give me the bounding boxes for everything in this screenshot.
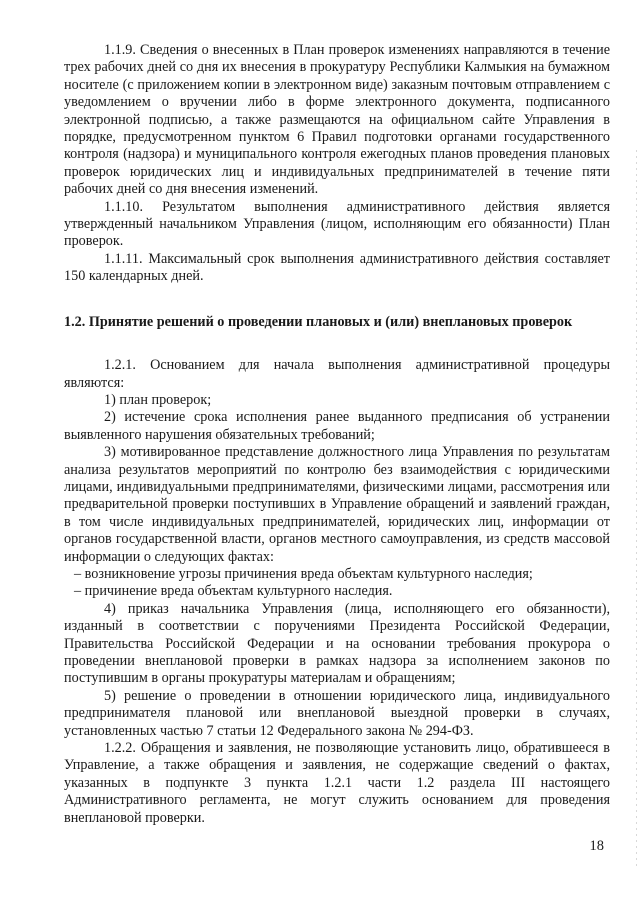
paragraph-1-2-1: 1.2.1. Основанием для начала выполнения административной процедуры являются: xyxy=(64,357,610,391)
list-item-1: 1) план проверок; xyxy=(104,391,212,408)
page-number: 18 xyxy=(589,838,604,854)
dash-list-item: – причинение вреда объектам культурного наследия. xyxy=(74,583,393,600)
paragraph-1-1-11: 1.1.11. Максимальный срок выполнения административного действия составляет 150 календарных дней. xyxy=(64,250,610,285)
list-item-2: 2) истечение срока исполнения ранее выданного предписания об устранении выявленного нарушения обязательных требований; xyxy=(64,409,610,443)
dash-list-item: – возникновение угрозы причинения вреда объектам культурного наследия; xyxy=(74,565,533,582)
paragraph-1-1-10: 1.1.10. Результатом выполнения административного действия является утвержденный начальником Управления (лицом, исполняющим его обязанности) План проверок. xyxy=(64,198,610,250)
scan-edge-artifact xyxy=(636,150,637,870)
paragraph-1-2-2: 1.2.2. Обращения и заявления, не позволяющие установить лицо, обратившееся в Управление, а также обращения и заявления, не содержащие сведений о фактах, указанных в подпункте 3 пункта 1.2.1 части 1.2 раздела III настоящего Административного регламента, не могут служить основанием для проведения внеплановой проверки. xyxy=(64,740,610,826)
paragraph-1-1-9: 1.1.9. Сведения о внесенных в План проверок изменениях направляются в течение трех рабочих дней со дня их внесения в прокуратуру Республики Калмыкия на бумажном носителе (с приложением копии в электронном виде) заказным почтовым отправлением с уведомлением о вручении либо в форме электронного документа, подписанного электронной подписью, а также размещаются на официальном сайте Управления в порядке, предусмотренном пунктом 6 Правил подготовки органами государственного контроля (надзора) и муниципального контроля ежегодных планов проведения плановых проверок юридических лиц и индивидуальных предпринимателей в течение пяти рабочих дней со дня внесения изменений. xyxy=(64,42,610,198)
list-item-3: 3) мотивированное представление должностного лица Управления по результатам анализа результатов мероприятий по контролю без взаимодействия с юридическими лицами, индивидуальными предпринимателями, физическими лицами, рассмотрения или предварительной проверки поступивших в Управление обращений и заявлений граждан, в том числе индивидуальных предпринимателей, юридических лиц, информации от органов государственной власти, органов местного самоуправления, из средств массовой информации о следующих фактах: xyxy=(64,444,610,565)
list-item-5: 5) решение о проведении в отношении юридического лица, индивидуального предпринимателя плановой или внеплановой выездной проверки в случаях, установленных частью 7 статьи 12 Федерального закона № 294-ФЗ. xyxy=(64,687,610,739)
section-heading: 1.2. Принятие решений о проведении плановых и (или) внеплановых проверок xyxy=(64,313,573,330)
document-body xyxy=(64,42,610,827)
list-item-4: 4) приказ начальника Управления (лица, исполняющего его обязанности), изданный в соответствии с поручениями Президента Российской Федерации, Правительства Российской Федерации и на основании требования прокурора о проведении внеплановой проверки в рамках надзора за исполнением законов по поступившим в органы прокуратуры материалам и обращениям; xyxy=(64,600,610,687)
